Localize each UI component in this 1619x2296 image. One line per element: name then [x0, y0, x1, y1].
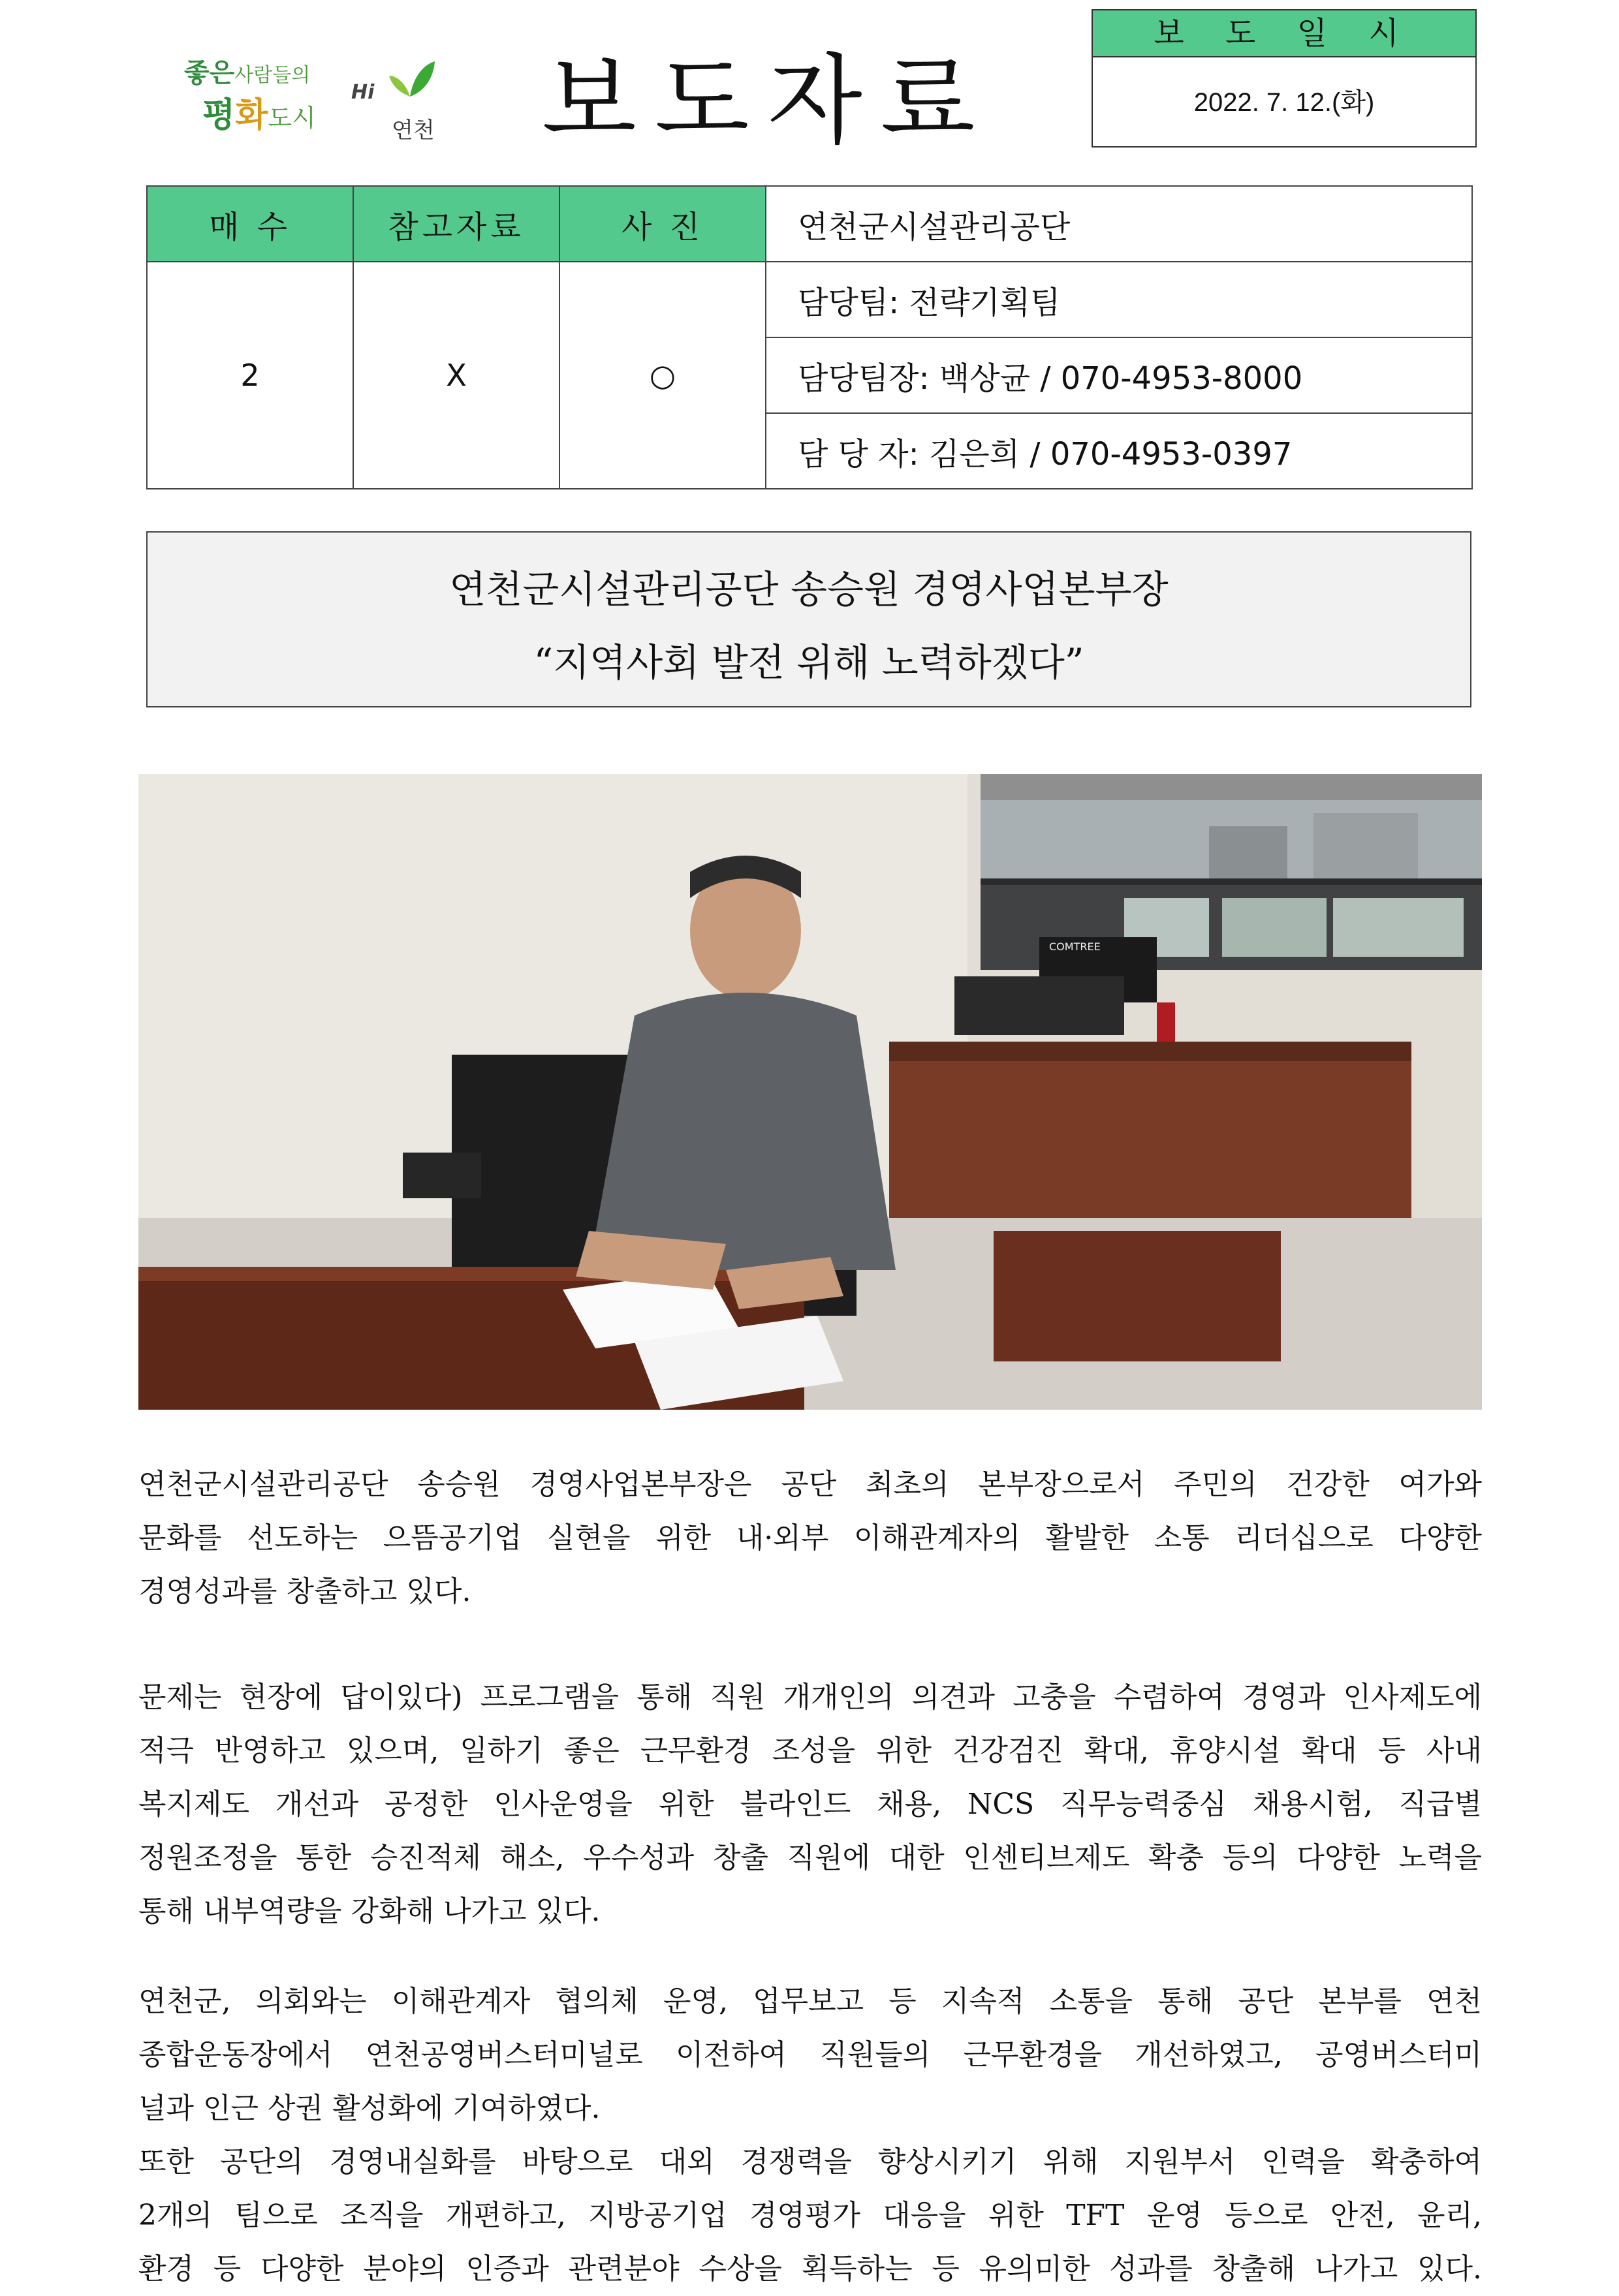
headline-line2: “지역사회 발전 위해 노력하겠다”	[533, 640, 1084, 685]
news-photo	[138, 774, 1482, 1410]
reference-value: X	[353, 262, 559, 489]
logo-hi: Hi	[351, 81, 375, 104]
printer	[954, 976, 1124, 1035]
organization-name: 연천군시설관리공단	[766, 186, 1472, 262]
p3-line-2: 종합운동장에서 연천공영버스터미널로 이전하여 직원들의 근무환경을 개선하였고, 공영버스터미	[138, 2038, 1482, 2071]
p3-line-4: 또한 공단의 경영내실화를 바탕으로 대외 경쟁력을 향상시키기 위해 지원부서 인력을 확충하여	[138, 2145, 1482, 2179]
page-count-value: 2	[147, 262, 353, 489]
desk-phone	[403, 1153, 481, 1198]
p3-line-1: 연천군, 의회와는 이해관계자 협의체 운영, 업무보고 등 지속적 소통을 통해 공단 본부를 연천	[138, 1985, 1482, 2018]
p3-line-3: 널과 인근 상권 활성화에 기여하였다.	[138, 2092, 601, 2125]
p1-line-2: 문화를 선도하는 으뜸공기업 실현을 위한 내·외부 이해관계자의 활발한 소통 리더십으로 다양한	[138, 1521, 1482, 1555]
p3-line-5: 2개의 팀으로 조직을 개편하고, 지방공기업 경영평가 대응을 위한 TFT 운영 등으로 안전, 윤리,	[138, 2199, 1482, 2232]
office-scene-illustration	[138, 774, 1482, 1410]
team-leader-row: 담당팀장: 백상균 / 070-4953-8000	[766, 337, 1472, 413]
release-date-value: 2022. 7. 12.(화)	[1193, 88, 1375, 117]
photo-value: ○	[559, 262, 766, 489]
header-reference: 참고자료	[353, 186, 559, 262]
logo-slogan-line1: 좋은사람들의	[184, 58, 311, 88]
leaf-icon	[384, 56, 437, 110]
p1-line-3: 경영성과를 창출하고 있다.	[138, 1575, 471, 1608]
logo-slogan-line2: 평화도시	[202, 96, 316, 135]
body-paragraph-1	[138, 1458, 1482, 1619]
body-paragraph-3	[138, 1975, 1482, 2296]
header-page-count: 매 수	[147, 186, 353, 262]
p2-line-2: 적극 반영하고 있으며, 일하기 좋은 근무환경 조성을 위한 건강검진 확대, 휴양시설 확대 등 사내	[138, 1734, 1482, 1767]
headline-line1: 연천군시설관리공단 송승원 경영사업본부장	[449, 567, 1169, 612]
p1-line-1: 연천군시설관리공단 송승원 경영사업본부장은 공단 최초의 본부장으로서 주민의 건강한 여가와	[138, 1468, 1482, 1501]
header-photo: 사 진	[559, 186, 766, 262]
body-paragraph-2	[138, 1671, 1482, 1938]
window-blind	[981, 774, 1482, 800]
p2-line-5: 통해 내부역량을 강화해 나가고 있다.	[138, 1895, 601, 1928]
logo-city-name: 연천	[392, 117, 435, 144]
back-desk	[889, 1042, 1411, 1237]
city-logo	[176, 47, 457, 151]
person-shirt	[589, 993, 896, 1270]
p2-line-3: 복지제도 개선과 공정한 인사운영을 위한 블라인드 채용, NCS 직무능력중심 채용시험, 직급별	[138, 1788, 1482, 1821]
page-title: 보도자료	[542, 44, 994, 158]
p2-line-1: 문제는 현장에 답이있다) 프로그램을 통해 직원 개개인의 의견과 고충을 수렴하여 경영과 인사제도에	[138, 1681, 1482, 1714]
p2-line-4: 정원조정을 통한 승진적체 해소, 우수성과 창출 직원에 대한 인센티브제도 확충 등의 다양한 노력을	[138, 1841, 1482, 1874]
release-date-label: 보 도 일 시	[1093, 10, 1475, 57]
contact-row: 담 당 자: 김은희 / 070-4953-0397	[766, 413, 1472, 489]
monitor-brand: COMTREE	[1049, 940, 1101, 953]
release-date-box	[1092, 9, 1477, 147]
p3-line-6: 환경 등 다양한 분야의 인증과 관련분야 수상을 획득하는 등 유의미한 성과를 창출해 나가고 있다.	[138, 2252, 1482, 2286]
team-row: 담당팀: 전략기획팀	[766, 262, 1472, 337]
side-table	[994, 1231, 1281, 1361]
headline-box	[146, 531, 1471, 707]
info-table	[146, 185, 1473, 489]
